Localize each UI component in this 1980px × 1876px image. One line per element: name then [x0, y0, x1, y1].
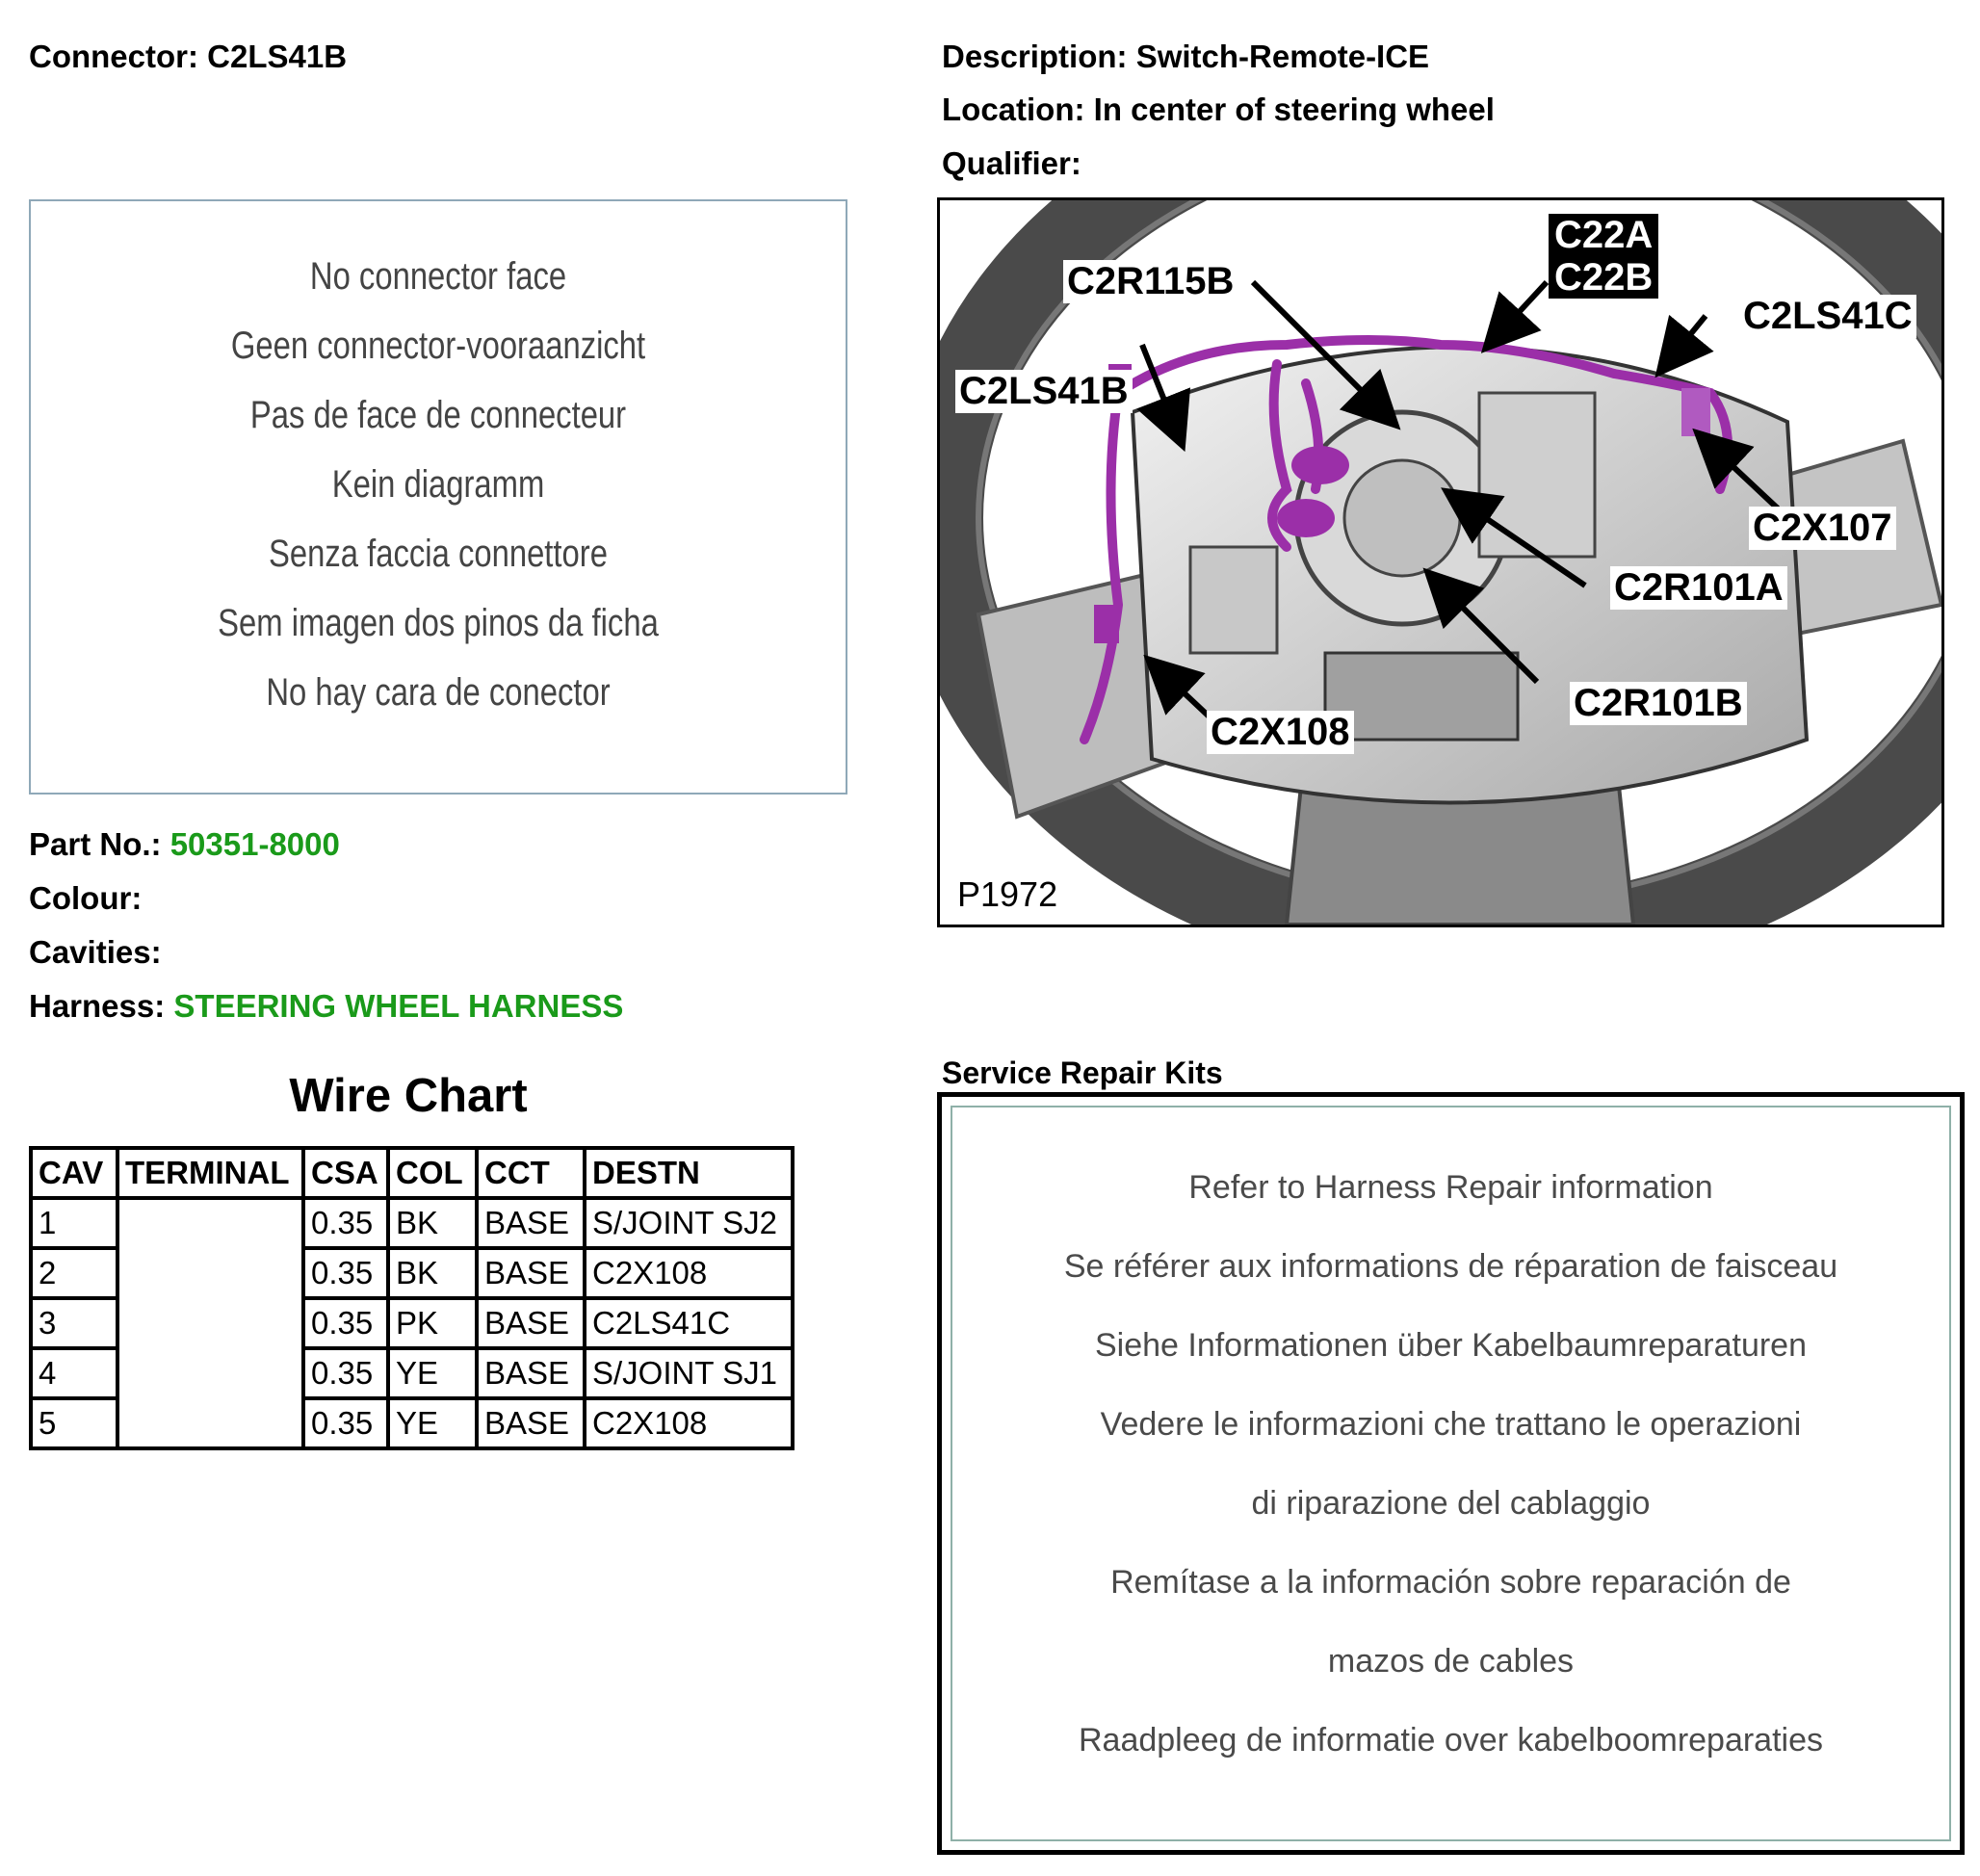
service-repair-kits-panel: [937, 1092, 1965, 1855]
connector-label: Connector:: [29, 39, 198, 74]
no-connector-face-line: Pas de face de connecteur: [249, 394, 627, 436]
cell-csa: 0.35: [303, 1398, 388, 1448]
cell-destn: C2X108: [585, 1248, 793, 1298]
connector-value: C2LS41B: [207, 39, 348, 74]
service-repair-line: Siehe Informationen über Kabelbaumreparaturen: [1094, 1327, 1808, 1364]
cell-destn: C2LS41C: [585, 1298, 793, 1348]
connector-field: [29, 39, 347, 75]
cell-destn: C2X108: [585, 1398, 793, 1448]
cell-cav: 1: [31, 1198, 117, 1248]
service-repair-line: Remítase a la información sobre reparación de: [1110, 1564, 1791, 1601]
part-number-link[interactable]: 50351-8000: [169, 826, 340, 862]
no-connector-face-line: Sem imagen dos pinos da ficha: [218, 602, 659, 644]
part-number-field: [29, 826, 340, 863]
service-repair-line: Se référer aux informations de réparation de faisceau: [1063, 1248, 1838, 1285]
no-connector-face-panel: [29, 199, 847, 795]
table-row: [31, 1198, 793, 1248]
callout-c22b: C22B: [1554, 256, 1654, 299]
cell-cav: 5: [31, 1398, 117, 1448]
connector-c2ls41c-shape: [1681, 388, 1710, 436]
cell-cct: BASE: [477, 1348, 585, 1398]
cell-col: BK: [388, 1248, 477, 1298]
cell-col: YE: [388, 1348, 477, 1398]
cell-destn: S/JOINT SJ1: [585, 1348, 793, 1398]
cell-csa: 0.35: [303, 1348, 388, 1398]
cell-terminal: [117, 1198, 303, 1448]
cell-cct: BASE: [477, 1198, 585, 1248]
no-connector-face-line: Geen connector-vooraanzicht: [230, 325, 646, 367]
cell-cct: BASE: [477, 1248, 585, 1298]
location-label: Location:: [942, 91, 1085, 127]
cell-cct: BASE: [477, 1398, 585, 1448]
figure-id-label: P1972: [951, 874, 1063, 915]
description-value: Switch-Remote-ICE: [1135, 39, 1430, 74]
connector-c2r101b-shape: [1277, 499, 1335, 537]
harness-label: Harness:: [29, 988, 166, 1024]
col-header-terminal: TERMINAL: [117, 1148, 303, 1198]
col-header-csa: CSA: [303, 1148, 388, 1198]
no-connector-face-line: No hay cara de conector: [266, 671, 611, 714]
service-repair-line: Raadpleeg de informatie over kabelboomreparaties: [1078, 1722, 1824, 1759]
service-repair-line: di riparazione del cablaggio: [1251, 1485, 1651, 1522]
callout-c2r101a: C2R101A: [1610, 566, 1787, 610]
cell-csa: 0.35: [303, 1198, 388, 1248]
service-repair-line: Vedere le informazioni che trattano le operazioni: [1100, 1406, 1802, 1443]
service-repair-kits-title: Service Repair Kits: [942, 1055, 1223, 1090]
wire-chart-header-row: [31, 1148, 793, 1198]
col-header-destn: DESTN: [585, 1148, 793, 1198]
callout-c2r115b: C2R115B: [1063, 260, 1238, 303]
callout-c22a: C22A: [1554, 214, 1654, 256]
no-connector-face-line: Kein diagramm: [331, 463, 545, 506]
cell-cct: BASE: [477, 1298, 585, 1348]
harness-field: [29, 988, 623, 1025]
cell-cav: 3: [31, 1298, 117, 1348]
cell-col: PK: [388, 1298, 477, 1348]
service-repair-line: Refer to Harness Repair information: [1188, 1169, 1713, 1206]
no-connector-face-line: Senza faccia connettore: [269, 533, 608, 575]
wire-chart-title: Wire Chart: [289, 1070, 528, 1122]
col-header-col: COL: [388, 1148, 477, 1198]
col-header-cct: CCT: [477, 1148, 585, 1198]
connector-c2r101a-shape: [1291, 446, 1349, 484]
col-header-cav: CAV: [31, 1148, 117, 1198]
part-number-label: Part No.:: [29, 826, 162, 862]
callout-c2x107: C2X107: [1749, 507, 1896, 550]
service-repair-line: mazos de cables: [1327, 1643, 1575, 1680]
callout-c2x108: C2X108: [1207, 711, 1354, 754]
cell-col: BK: [388, 1198, 477, 1248]
cell-cav: 2: [31, 1248, 117, 1298]
colour-field: [29, 880, 142, 917]
description-label: Description:: [942, 39, 1128, 74]
cell-csa: 0.35: [303, 1248, 388, 1298]
service-repair-kits-inner: [951, 1106, 1951, 1841]
callout-c2ls41b: C2LS41B: [955, 370, 1133, 413]
qualifier-field: [942, 145, 1081, 182]
no-connector-face-line: No connector face: [309, 255, 567, 298]
description-field: [942, 39, 1429, 75]
qualifier-label: Qualifier:: [942, 145, 1081, 181]
callout-c2r101b: C2R101B: [1570, 682, 1747, 725]
cavities-field: [29, 934, 162, 971]
cell-col: YE: [388, 1398, 477, 1448]
colour-label: Colour:: [29, 880, 143, 916]
location-field: [942, 91, 1495, 128]
steering-wheel-location-figure: [937, 197, 1944, 927]
wire-chart-table: [29, 1146, 795, 1450]
cell-csa: 0.35: [303, 1298, 388, 1348]
callout-c2ls41c: C2LS41C: [1739, 295, 1916, 338]
harness-link[interactable]: STEERING WHEEL HARNESS: [173, 988, 624, 1024]
cavities-label: Cavities:: [29, 934, 162, 970]
cell-cav: 4: [31, 1348, 117, 1398]
location-value: In center of steering wheel: [1093, 91, 1495, 127]
cell-destn: S/JOINT SJ2: [585, 1198, 793, 1248]
connector-c2x108-shape: [1094, 605, 1119, 643]
callout-c22a-c22b: [1549, 214, 1658, 299]
